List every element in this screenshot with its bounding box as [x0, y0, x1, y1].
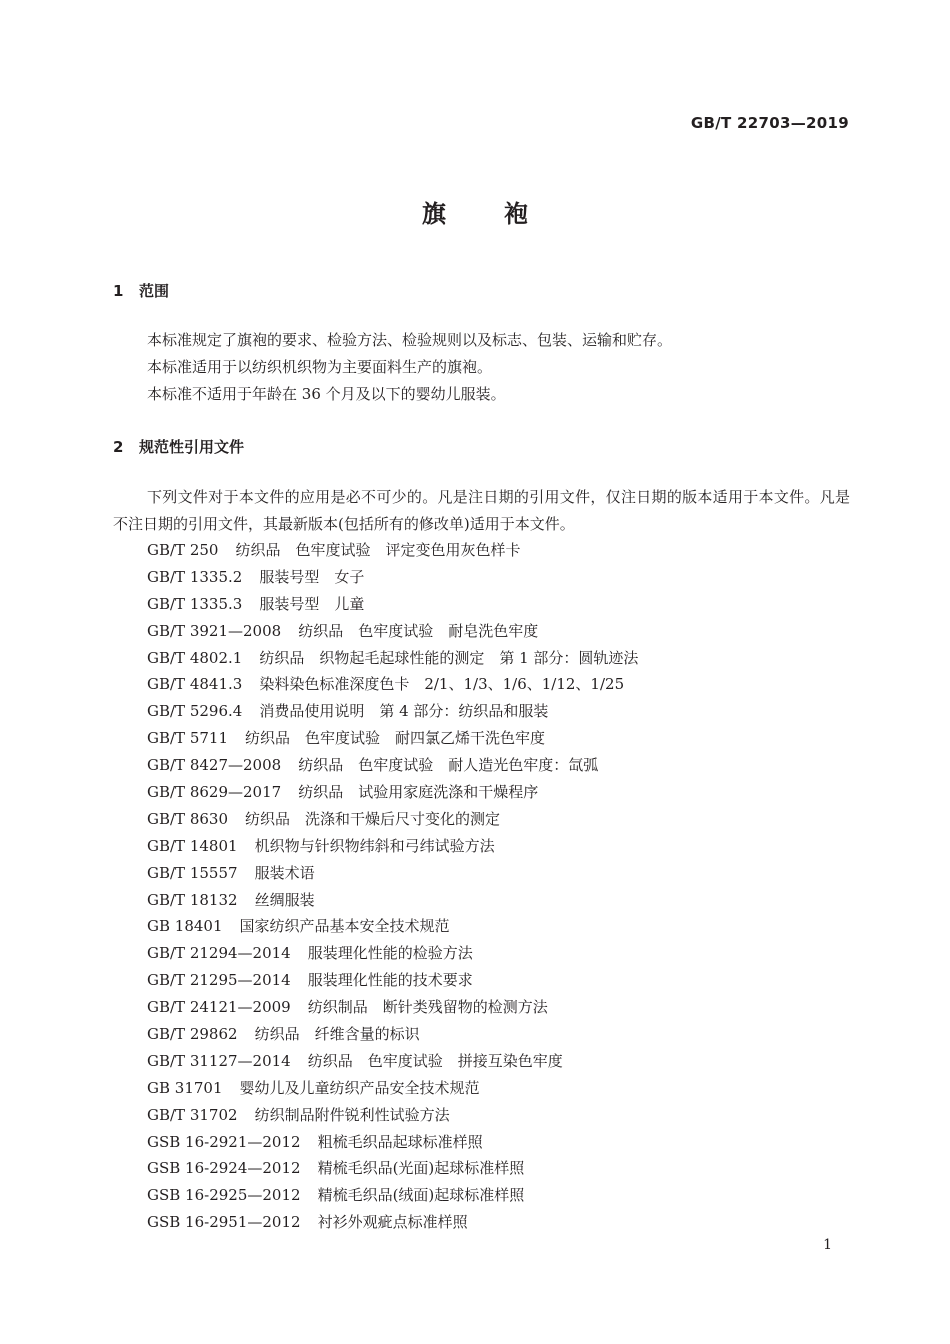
reference-code: GSB 16-2951—2012 — [147, 1213, 301, 1232]
reference-title: 粗梳毛织品起球标准样照 — [317, 1132, 483, 1151]
reference-item — [147, 593, 638, 620]
reference-list — [147, 539, 638, 1238]
section-1-heading — [113, 280, 169, 301]
reference-code: GB/T 8629—2017 — [147, 783, 282, 802]
reference-title: 精梳毛织品(绒面)起球标准样照 — [317, 1186, 525, 1205]
reference-code: GB/T 3921—2008 — [147, 621, 282, 640]
reference-title: 纺织品 色牢度试验 拼接互染色牢度 — [307, 1051, 563, 1070]
reference-code: GB/T 31702 — [147, 1105, 238, 1124]
reference-code: GB/T 5296.4 — [147, 702, 243, 721]
reference-code: GSB 16-2921—2012 — [147, 1132, 301, 1151]
reference-code: GB 31701 — [147, 1078, 223, 1097]
reference-title: 衬衫外观疵点标准样照 — [317, 1213, 468, 1232]
reference-code: GB/T 8427—2008 — [147, 756, 282, 775]
reference-code: GB/T 21294—2014 — [147, 944, 291, 963]
reference-title: 纺织品 色牢度试验 耐四氯乙烯干洗色牢度 — [245, 729, 546, 748]
scope-paragraph-3: 本标准不适用于年龄在 36 个月及以下的婴幼儿服装。 — [147, 385, 506, 403]
reference-title: 服装理化性能的检验方法 — [307, 944, 473, 963]
reference-code: GB/T 18132 — [147, 890, 238, 909]
scope-paragraph-2: 本标准适用于以纺织机织物为主要面料生产的旗袍。 — [147, 358, 493, 376]
reference-item — [147, 1023, 638, 1050]
reference-item — [147, 781, 638, 808]
reference-code: GB/T 1335.3 — [147, 594, 243, 613]
reference-code: GB/T 250 — [147, 541, 219, 559]
reference-title: 国家纺织产品基本安全技术规范 — [239, 917, 450, 936]
reference-title: 服装理化性能的技术要求 — [307, 971, 473, 990]
reference-code: GB/T 4841.3 — [147, 675, 243, 694]
reference-code: GB/T 5711 — [147, 729, 229, 748]
scope-paragraph-1: 本标准规定了旗袍的要求、检验方法、检验规则以及标志、包装、运输和贮存。 — [147, 331, 673, 349]
reference-code: GB/T 15557 — [147, 863, 238, 882]
reference-item — [147, 754, 638, 781]
reference-item — [147, 1157, 638, 1184]
reference-title: 服装术语 — [254, 863, 315, 882]
reference-item — [147, 1104, 638, 1131]
reference-title: 染料染色标准深度色卡 2/1、1/3、1/6、1/12、1/25 — [259, 675, 625, 694]
reference-title: 精梳毛织品(光面)起球标准样照 — [317, 1159, 525, 1178]
reference-item — [147, 1211, 638, 1238]
reference-item — [147, 808, 638, 835]
standard-code: GB/T 22703—2019 — [690, 114, 849, 132]
section-2-title: 规范性引用文件 — [139, 438, 245, 456]
document-title: 旗袍 — [422, 200, 586, 228]
reference-item — [147, 862, 638, 889]
reference-title: 服装号型 儿童 — [259, 594, 365, 613]
reference-item — [147, 835, 638, 862]
reference-code: GB/T 24121—2009 — [147, 998, 291, 1017]
reference-code: GB/T 4802.1 — [147, 648, 243, 667]
reference-code: GB/T 31127—2014 — [147, 1051, 291, 1070]
reference-item — [147, 539, 638, 566]
reference-title: 纺织品 织物起毛起球性能的测定 第 1 部分：圆轨迹法 — [259, 648, 639, 667]
reference-title: 丝绸服装 — [254, 890, 315, 909]
reference-title: 纺织品 色牢度试验 评定变色用灰色样卡 — [235, 541, 521, 559]
reference-item — [147, 673, 638, 700]
reference-title: 机织物与针织物纬斜和弓纬试验方法 — [254, 836, 495, 855]
reference-code: GB 18401 — [147, 917, 223, 936]
reference-title: 纺织品 色牢度试验 耐皂洗色牢度 — [298, 621, 539, 640]
reference-code: GB/T 8630 — [147, 809, 229, 828]
reference-title: 纺织品 试验用家庭洗涤和干燥程序 — [298, 783, 539, 802]
reference-item — [147, 1184, 638, 1211]
reference-item — [147, 1050, 638, 1077]
page-number: 1 — [823, 1237, 832, 1253]
section-1-title: 范围 — [139, 282, 170, 300]
reference-item — [147, 647, 638, 674]
reference-title: 服装号型 女子 — [259, 567, 365, 586]
reference-code: GB/T 29862 — [147, 1025, 238, 1044]
reference-title: 消费品使用说明 第 4 部分：纺织品和服装 — [259, 702, 549, 721]
reference-item — [147, 942, 638, 969]
reference-code: GB/T 21295—2014 — [147, 971, 291, 990]
reference-title: 婴幼儿及儿童纺织产品安全技术规范 — [239, 1078, 480, 1097]
reference-item — [147, 727, 638, 754]
reference-item — [147, 620, 638, 647]
reference-item — [147, 1077, 638, 1104]
reference-code: GB/T 1335.2 — [147, 567, 243, 586]
reference-title: 纺织品 纤维含量的标识 — [254, 1025, 420, 1044]
reference-title: 纺织品 色牢度试验 耐人造光色牢度：氙弧 — [298, 756, 599, 775]
reference-item — [147, 1131, 638, 1158]
reference-item — [147, 566, 638, 593]
reference-item — [147, 700, 638, 727]
reference-item — [147, 969, 638, 996]
reference-item — [147, 996, 638, 1023]
reference-code: GSB 16-2925—2012 — [147, 1186, 301, 1205]
section-2-number: 2 — [113, 438, 124, 456]
reference-code: GB/T 14801 — [147, 836, 238, 855]
reference-title: 纺织品 洗涤和干燥后尺寸变化的测定 — [245, 809, 501, 828]
references-intro: 下列文件对于本文件的应用是必不可少的。凡是注日期的引用文件，仅注日期的版本适用于本文件。凡是不注日期的引用文件，其最新版本(包括所有的修改单)适用于本文件。 — [113, 488, 850, 533]
reference-item — [147, 889, 638, 916]
reference-title: 纺织制品 断针类残留物的检测方法 — [307, 998, 548, 1017]
reference-title: 纺织制品附件锐利性试验方法 — [254, 1105, 450, 1124]
section-2-heading — [113, 436, 244, 457]
reference-code: GSB 16-2924—2012 — [147, 1159, 301, 1178]
reference-item — [147, 915, 638, 942]
section-1-number: 1 — [113, 282, 124, 300]
